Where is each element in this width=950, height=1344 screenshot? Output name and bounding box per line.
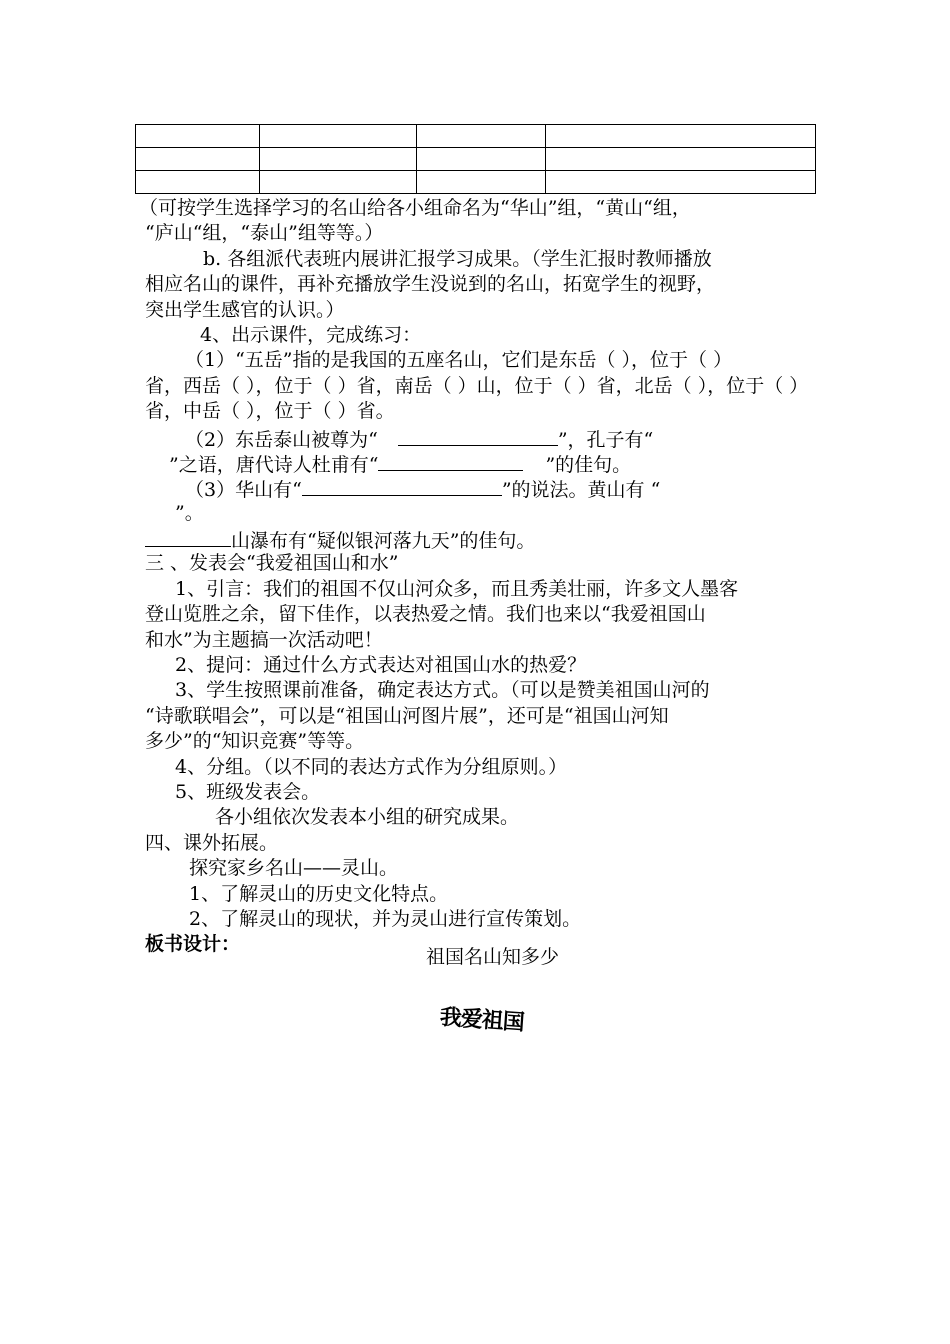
exercise-line	[145, 526, 810, 551]
table-cell	[417, 171, 546, 194]
text-line: 和水”为主题搞一次活动吧！	[145, 628, 383, 651]
text-line: 3、学生按照课前准备，确定表达方式。（可以是赞美祖国山河的	[175, 679, 710, 702]
text-segment: ”之语，唐代诗人杜甫有“	[169, 453, 379, 476]
table-row	[136, 125, 816, 148]
text-line: 4、分组。（以不同的表达方式作为分组原则。）	[175, 755, 568, 778]
section-heading: 三 、发表会“我爱祖国山和水”	[145, 552, 399, 575]
text-line: 1、了解灵山的历史文化特点。	[189, 882, 449, 905]
table-cell	[136, 171, 260, 194]
table-cell	[417, 148, 546, 171]
table-cell	[546, 171, 816, 194]
text-line: “庐山“组，“泰山”组等等。）	[145, 222, 384, 245]
text-line: “诗歌联唱会”，可以是“祖国山河图片展”，还可是“祖国山河知	[145, 704, 669, 727]
section-heading: 四、课外拓展。	[145, 831, 279, 854]
text-segment: ”的佳句。	[545, 453, 632, 476]
table-row	[136, 148, 816, 171]
text-segment: ”，孔子有“	[557, 428, 654, 451]
board-title: 祖国名山知多少	[426, 946, 560, 968]
exercise-line	[145, 450, 810, 475]
text-line: 1、引言：我们的祖国不仅山河众多，而且秀美壮丽，许多文人墨客	[175, 577, 739, 600]
exercise-line	[145, 475, 810, 500]
wordart-title: 我爱祖国	[438, 1005, 525, 1036]
text-line: 2、了解灵山的现状，并为灵山进行宣传策划。	[189, 907, 582, 930]
text-segment: （3）华山有“	[185, 479, 302, 502]
fill-blank	[398, 425, 558, 446]
text-line: ”。	[175, 501, 204, 524]
text-line: 登山览胜之余，留下佳作，以表热爱之情。我们也来以“我爱祖国山	[145, 603, 706, 626]
exercise-line	[145, 425, 810, 450]
text-segment: （2）东岳泰山被尊为“	[185, 428, 378, 451]
text-line: 4、出示课件，完成练习：	[200, 323, 422, 346]
table-cell	[260, 148, 417, 171]
fill-blank	[302, 475, 502, 496]
table-cell	[546, 148, 816, 171]
board-design-heading: 板书设计：	[145, 933, 241, 956]
table-cell	[417, 125, 546, 148]
blank-table	[135, 124, 816, 194]
text-line: 多少”的“知识竞赛”等等。	[145, 730, 365, 753]
table-cell	[136, 148, 260, 171]
table-cell	[546, 125, 816, 148]
text-line: （可按学生选择学习的名山给各小组命名为“华山”组，“黄山“组，	[139, 197, 691, 219]
text-line: 突出学生感官的认识。）	[145, 298, 345, 321]
text-line: 各小组依次发表本小组的研究成果。	[215, 806, 520, 829]
fill-blank	[145, 526, 231, 547]
document-body	[139, 196, 810, 958]
text-line: 相应名山的课件，再补充播放学生没说到的名山，拓宽学生的视野，	[145, 273, 716, 296]
fill-blank	[378, 450, 523, 471]
text-line: 5、班级发表会。	[175, 780, 321, 803]
table-cell	[260, 125, 417, 148]
table-row	[136, 171, 816, 194]
table-cell	[136, 125, 260, 148]
text-segment: 山瀑布有“疑似银河落九天”的佳句。	[231, 530, 536, 553]
text-line: 省，西岳（ ），位于（ ）省，南岳（ ）山，位于（ ）省，北岳（ ），位于（ ）	[145, 374, 809, 397]
table-cell	[260, 171, 417, 194]
text-line: b. 各组派代表班内展讲汇报学习成果。（学生汇报时教师播放	[203, 247, 712, 270]
text-segment: ”的说法。黄山有 “	[501, 479, 661, 502]
text-line: 2、提问：通过什么方式表达对祖国山水的热爱？	[175, 654, 587, 677]
text-line: 探究家乡名山——灵山。	[189, 857, 399, 880]
text-line: （1）“五岳”指的是我国的五座名山，它们是东岳（ ），位于（ ）	[185, 349, 733, 372]
text-line: 省，中岳（ ），位于（ ）省。	[145, 400, 395, 423]
